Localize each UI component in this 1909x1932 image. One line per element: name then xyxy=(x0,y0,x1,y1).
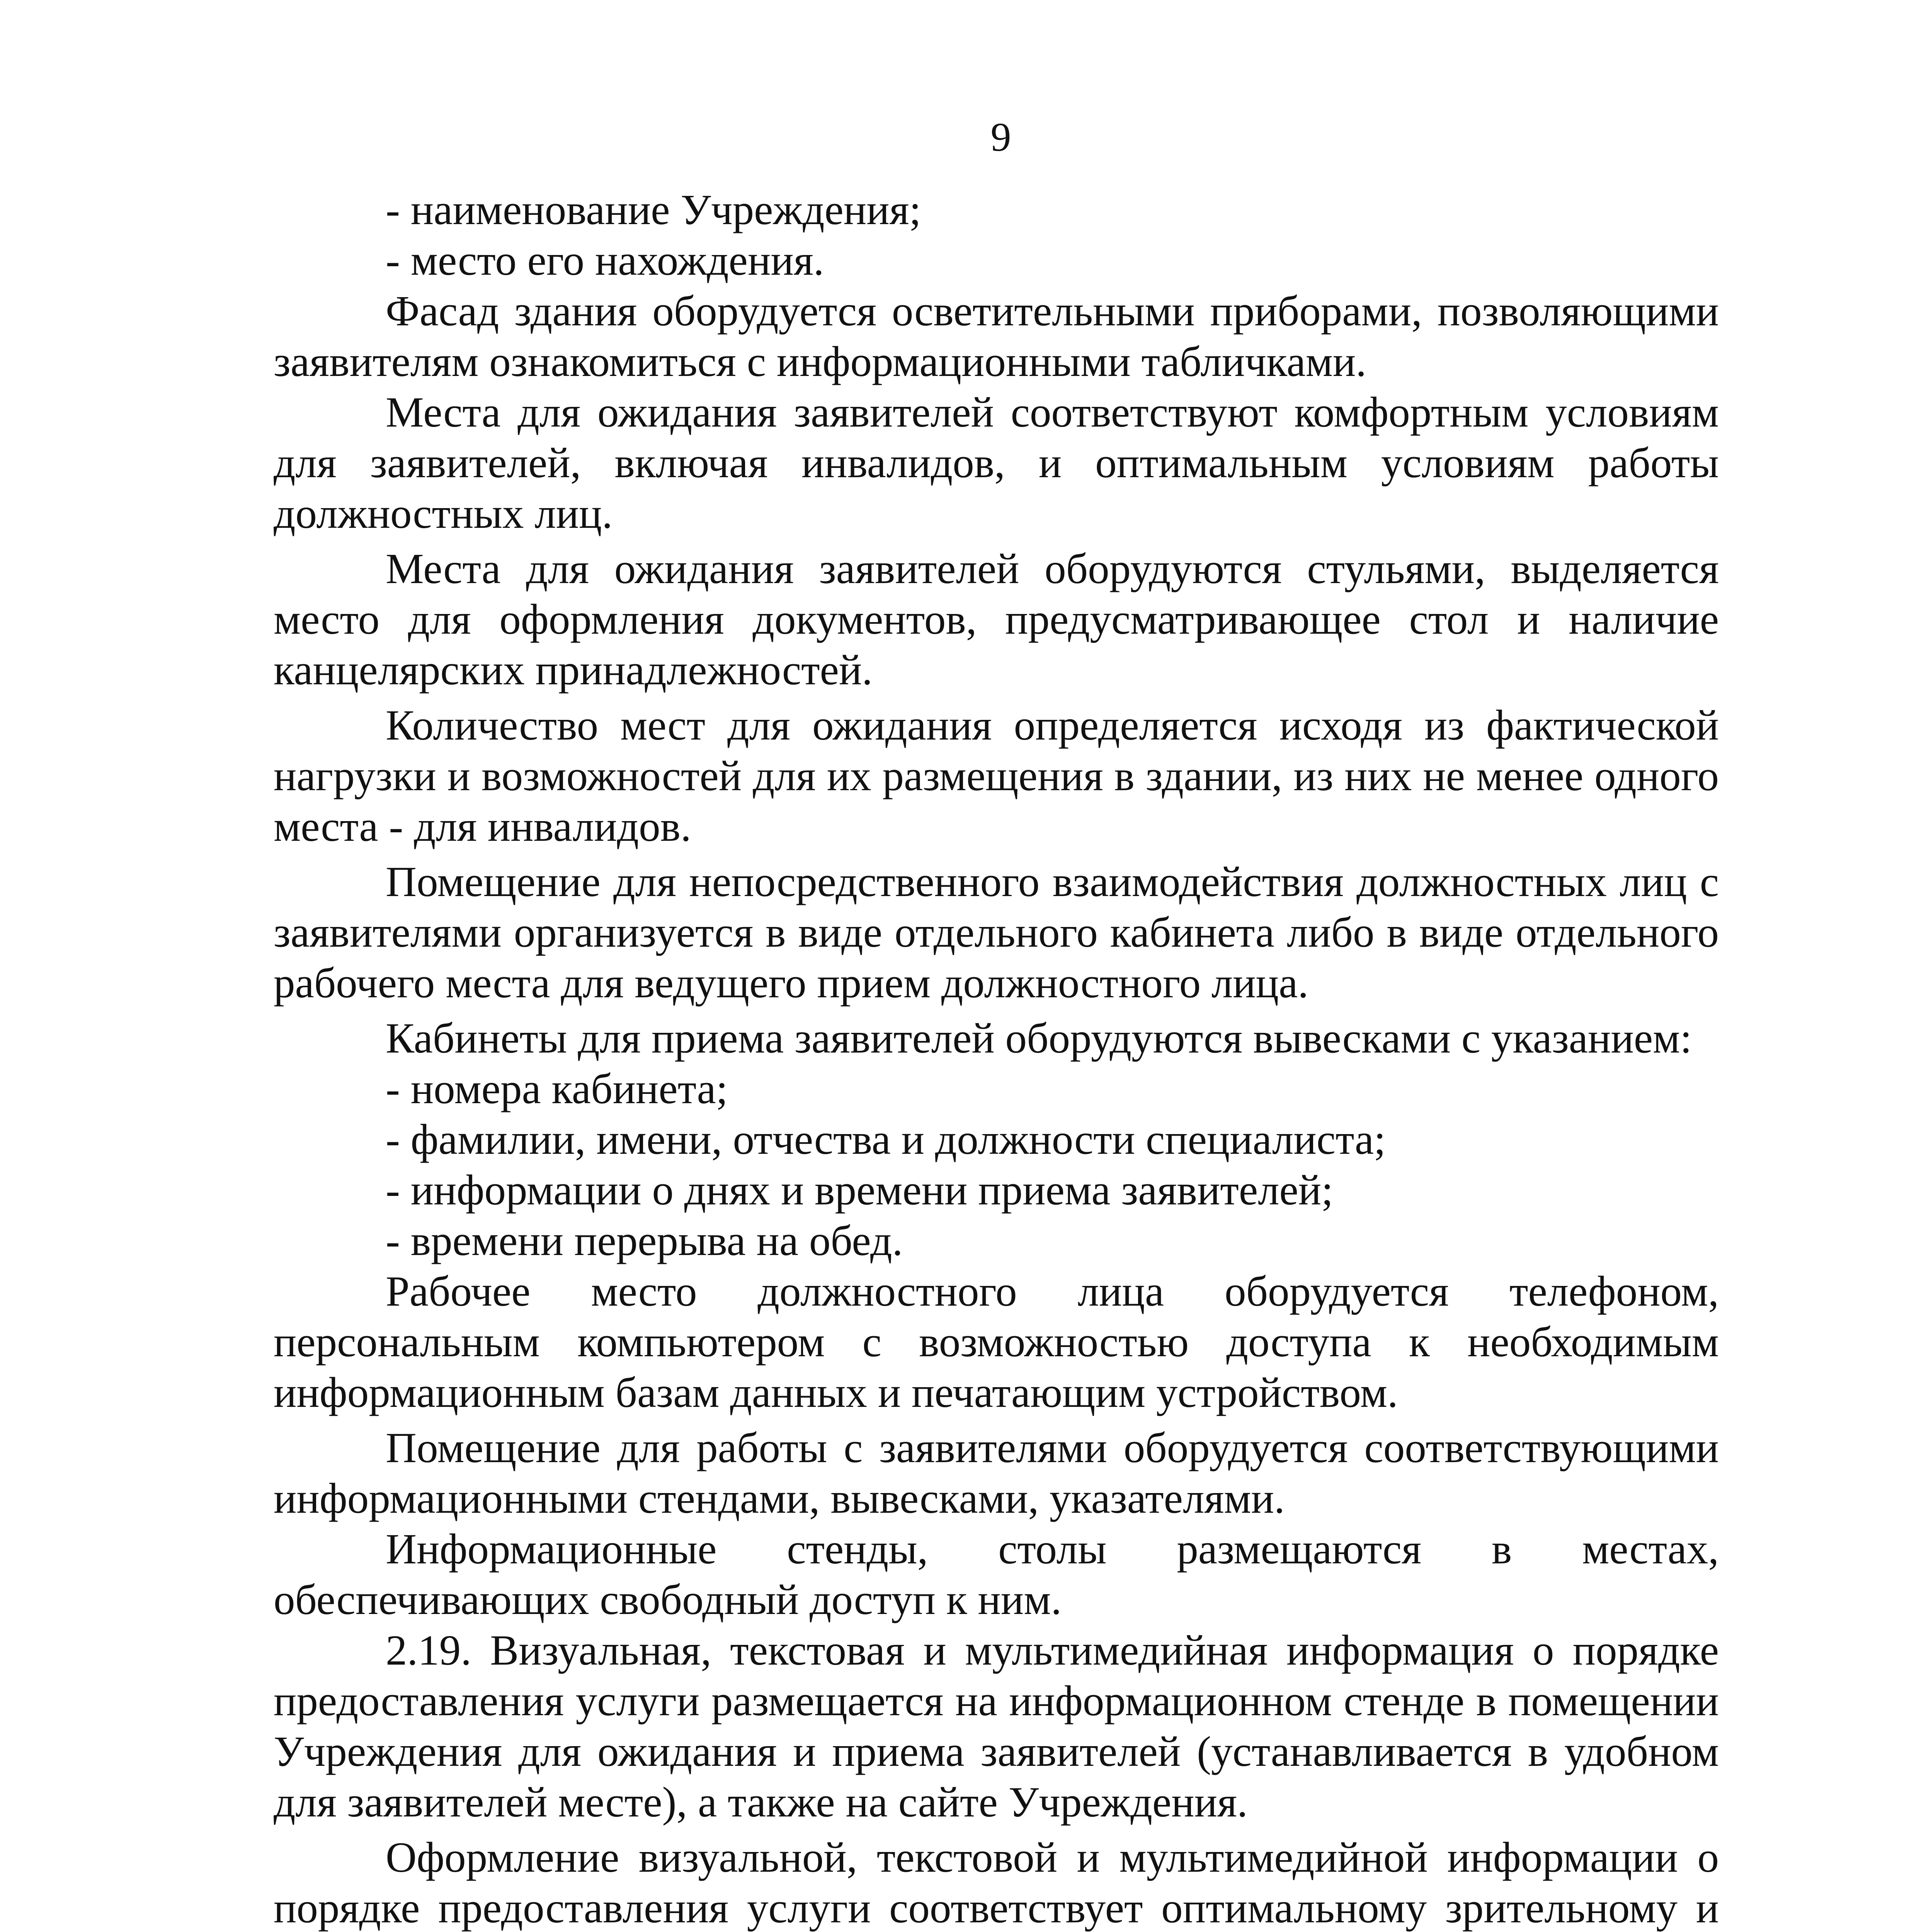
list-item: - место его нахождения. xyxy=(386,237,824,284)
list-item: - фамилии, имени, отчества и должности специалиста; xyxy=(386,1116,1386,1163)
paragraph: Оформление визуальной, текстовой и мультимедийной информации о порядке предоставления услуги соответствует оптимальному зрительному и xyxy=(274,1834,1719,1932)
paragraph: Количество мест для ожидания определяется исходя из фактической нагрузки и возможностей для их размещения в здании, из них не менее одного места - для инвалидов. xyxy=(274,702,1719,850)
paragraph: 2.19. Визуальная, текстовая и мультимедийная информация о порядке предоставления услуги размещается на информационном стенде в помещении Учреждения для ожидания и приема заявителей (устанавливается в удобном для заявителей месте), а также на сайте Учреждения. xyxy=(274,1627,1719,1826)
list-item: - информации о днях и времени приема заявителей; xyxy=(386,1167,1334,1214)
paragraph: Помещение для работы с заявителями оборудуется соответствующими информационными стендами, вывесками, указателями. xyxy=(274,1424,1719,1522)
list-item: - времени перерыва на обед. xyxy=(386,1217,903,1265)
paragraph: Места для ожидания заявителей соответствуют комфортным условиям для заявителей, включая инвалидов, и оптимальным условиям работы должностных лиц. xyxy=(274,389,1719,537)
paragraph: Информационные стенды, столы размещаются в местах, обеспечивающих свободный доступ к ним. xyxy=(274,1526,1719,1624)
paragraph: Кабинеты для приема заявителей оборудуются вывесками с указанием: xyxy=(386,1015,1692,1062)
list-item: - наименование Учреждения; xyxy=(386,186,921,234)
list-item: - номера кабинета; xyxy=(386,1065,728,1113)
document-body xyxy=(274,185,1719,1932)
paragraph: Рабочее место должностного лица оборудуется телефоном, персональным компьютером с возможностью доступа к необходимым информационным базам данных и печатающим устройством. xyxy=(274,1268,1719,1417)
paragraph: Места для ожидания заявителей оборудуются стульями, выделяется место для оформления документов, предусматривающее стол и наличие канцелярских принадлежностей. xyxy=(274,545,1719,694)
paragraph: Помещение для непосредственного взаимодействия должностных лиц с заявителями организуется в виде отдельного кабинета либо в виде отдельного рабочего места для ведущего прием должностного лица. xyxy=(274,858,1719,1007)
page-number: 9 xyxy=(990,114,1011,160)
paragraph: Фасад здания оборудуется осветительными приборами, позволяющими заявителям ознакомиться с информационными табличками. xyxy=(274,287,1719,386)
